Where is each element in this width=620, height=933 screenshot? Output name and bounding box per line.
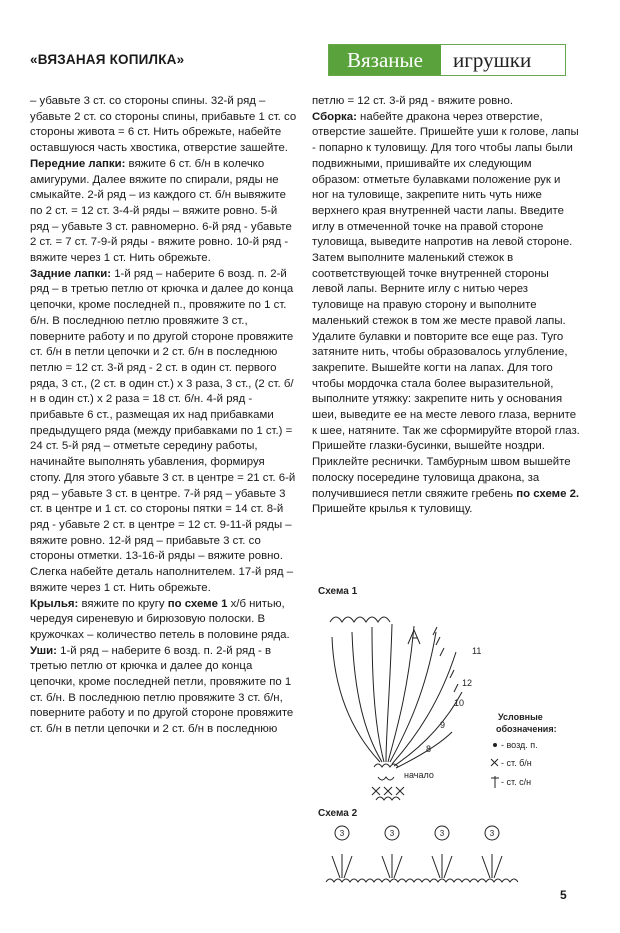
ears-heading: Уши: [30,644,57,657]
row-number-9: 9 [440,720,446,730]
back-legs-text: 1-й ряд – наберите 6 возд. п. 2-й ряд – в третью петлю от крючка и далее до конца цепочки, кроме последней п., провяжите по 1 ст. б/н. В последнюю петлю провяжите 3 ст., поверните работу и по другой стороне провяжите ст. б/н в петли цепочки и 2 ст. б/н в последнюю петлю = 12 ст. 3-й ряд - 2 ст. в один ст. первого ряда, 3 ст., (2 ст. в один ст.) x 3 раза, 3 ст., (2 ст. б/н в один ст.) x 2 раза = 18 ст. б/н. 4-й ряд - прибавьте 6 ст., размещая их над прибавками предыдущего ряда (между прибавками по 1 ст.) = 24 ст. 5-й ряд – отметьте середину работы, начинайте выполнять убавления, формируя стопу. Для этого убавьте 3 ст. в центре = 21 ст. 6-й ряд – убавьте 3 ст. в центре. 7-й ряд – убавьте 3 ст. в центре и 1 ст. со стороны пятки = 14 ст. 8-й ряд - убавьте 2 ст. в центре = 12 ст. 9-11-й ряды – вяжите ровно. 12-й ряд – прибавьте 3 ст. со стороны отметки. 13-16-й ряды – вяжите ровно. Слегка набейте деталь наполнителем. 17-й ряд – вяжите через 1 ст. Нить обрежьте. [30,267,296,594]
page-number: 5 [560,888,567,902]
wings-text-end: х/б нитью, чередуя сиреневую и бирюзовую полоски. В кружочках – количество петель в половине ряда. [30,597,290,641]
scheme2-circle-number: 3 [389,829,395,838]
crochet-diagram [312,582,582,902]
row-numbers [426,646,481,754]
paragraph-ears [30,644,298,738]
left-column [30,94,298,738]
wings-heading: Крылья: [30,597,79,610]
legend-title-line2: обозначения: [496,724,557,734]
legend-double: - ст. с/н [501,777,532,787]
paragraph-ears-end: петлю = 12 ст. 3-й ряд - вяжите ровно. [312,95,514,107]
paragraph-tail: – убавьте 3 ст. со стороны спины. 32-й ряд – убавьте 2 ст. со стороны спины, прибавьте 1 ст. со стороны живота = 6 ст. Нить обрежьте, набейте оставшуюся часть хвостика, отверстие зашейте. [30,95,297,155]
paragraph-assembly [312,110,580,518]
legend-single: - ст. б/н [501,758,532,768]
double-crochet-symbol [491,776,499,788]
legend-title-line1: Условные [498,712,543,722]
ears-text: 1-й ряд – наберите 6 возд. п. 2-й ряд - в третью петлю от крючка и далее до конца цепочки, кроме последней петли, провяжите по 1 ст. б/н. В последнюю петлю провяжите 3 ст. б/н, поверните работу и по другой стороне провяжите ст. б/н в петли цепочки и 2 ст. б/н в последнюю [30,644,294,736]
right-column [312,94,580,518]
scheme1-fan-stitches [330,617,465,768]
banner-left: Вязаные [329,45,441,75]
scheme1-label: Схема 1 [318,586,358,597]
assembly-text-end: Пришейте крылья к туловищу. [312,503,473,516]
paragraph-wings [30,597,298,644]
banner-right: игрушки [441,45,565,75]
scheme2-label: Схема 2 [318,808,358,819]
scheme2-circle-number: 3 [489,829,495,838]
scheme2-circle-number: 3 [339,829,345,838]
assembly-scheme-ref: по схеме 2. [516,487,580,500]
row-number-12: 12 [462,678,473,688]
paragraph-front-legs [30,157,298,267]
row-number-11: 11 [472,646,482,656]
start-label: начало [404,770,434,780]
back-legs-heading: Задние лапки: [30,267,112,280]
wings-text: вяжите по кругу [78,597,168,610]
single-crochet-symbol [491,759,498,766]
page-title: «ВЯЗАНАЯ КОПИЛКА» [30,52,185,67]
scheme1-base-chain [372,764,404,800]
front-legs-text: вяжите 6 ст. б/н в колечко амигуруми. Далее вяжите по спирали, ряды не смыкайте. 2-й ряд – из каждого ст. б/н вывяжите по 2 ст. = 12 ст. 3-4-й ряды – вяжите ровно. 5-й ряд – убавьте 3 ст. равномерно. 6-й ряд - убавьте 2 ст. = 7 ст. 7-9-й ряды - вяжите ровно. 10-й ряд - вяжите через 1 ст. Нить обрежьте. [30,157,292,265]
wings-scheme-ref: по схеме 1 [167,597,228,610]
row-number-10: 10 [454,698,465,708]
section-banner [328,44,566,76]
front-legs-heading: Передние лапки: [30,157,126,170]
legend-chain: - возд. п. [501,740,538,750]
assembly-heading: Сборка: [312,110,357,123]
assembly-text: набейте дракона через отверстие, отверстие зашейте. Пришейте уши к голове, лапы - попарно к туловищу. Для того чтобы лапы были подвижными, пришивайте их следующим образом: отметьте булавками положение рук и ног на туловище, закрепите нить чуть ниже верхнего края внутренней части лапы. Введите иглу в отмеченной точке на правой стороне туловища, выведите напротив на левой стороне. Затем выполните маленький стежок в соответствующей точке внутренней стороны левой лапы. Верните иглу с нитью через туловище на правую сторону и выполните маленький стежок в том же месте правой лапы. Удалите булавки и повторите все еще раз. Туго затяните нить, чтобы образовалось углубление, закрепите. Вышейте когти на лапах. Для того чтобы мордочка стала более выразительной, выполните утяжку: закрепите нить у основания шеи, выведите ее на месте левого глаза, верните к шее, натяните. Так же сформируйте второй глаз. Пришейте глазки-бусинки, вышейте ноздри. Приклейте реснички. Тамбурным швом вышейте полоску посередине туловища дракона, за получившиеся петли свяжите гребень [312,110,580,500]
scheme2-circle-number: 3 [439,829,445,838]
chain-stitch-symbol [493,743,497,747]
row-number-8: 8 [426,744,432,754]
legend [491,712,557,788]
paragraph-back-legs [30,267,298,597]
